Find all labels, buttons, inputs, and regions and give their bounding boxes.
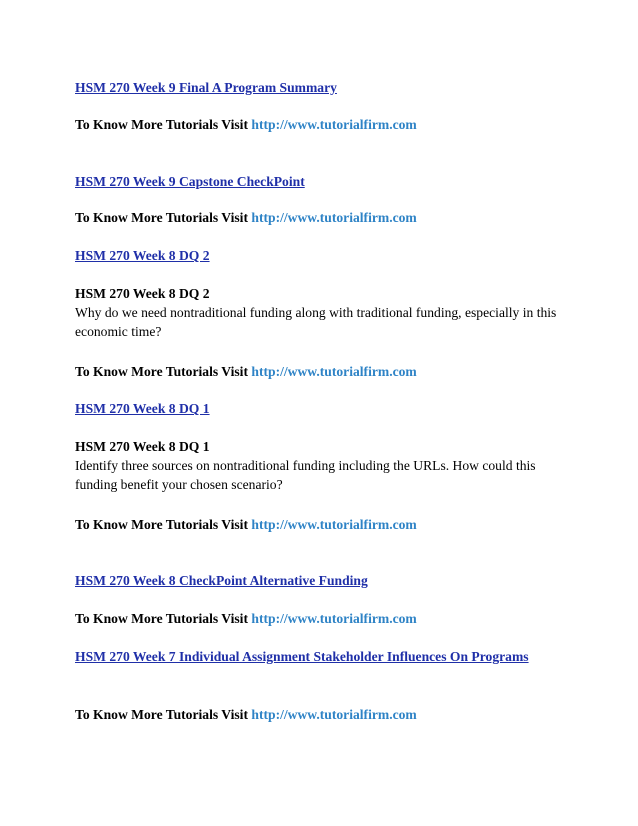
dq-content bbox=[75, 284, 565, 341]
tutorial-link[interactable]: HSM 270 Week 8 DQ 2 bbox=[75, 248, 210, 263]
dq-title: HSM 270 Week 8 DQ 1 bbox=[75, 439, 210, 454]
dq-question: Why do we need nontraditional funding along with traditional funding, especially in this economic time? bbox=[75, 305, 557, 339]
visit-url[interactable]: http://www.tutorialfirm.com bbox=[251, 210, 417, 225]
visit-label: To Know More Tutorials Visit bbox=[75, 364, 248, 379]
tutorial-link[interactable]: HSM 270 Week 9 Final A Program Summary bbox=[75, 80, 337, 95]
section-link-block bbox=[75, 78, 565, 97]
visit-label: To Know More Tutorials Visit bbox=[75, 117, 248, 132]
section-link-block bbox=[75, 399, 565, 418]
section-link-block bbox=[75, 647, 545, 666]
visit-label: To Know More Tutorials Visit bbox=[75, 517, 248, 532]
visit-line bbox=[75, 705, 565, 724]
dq-title: HSM 270 Week 8 DQ 2 bbox=[75, 286, 210, 301]
visit-url[interactable]: http://www.tutorialfirm.com bbox=[251, 517, 417, 532]
section-link-block bbox=[75, 571, 565, 590]
tutorial-link[interactable]: HSM 270 Week 7 Individual Assignment Stakeholder Influences On Programs bbox=[75, 649, 529, 664]
dq-content bbox=[75, 437, 565, 494]
visit-url[interactable]: http://www.tutorialfirm.com bbox=[251, 707, 417, 722]
visit-label: To Know More Tutorials Visit bbox=[75, 707, 248, 722]
visit-line bbox=[75, 609, 565, 628]
tutorial-link[interactable]: HSM 270 Week 8 CheckPoint Alternative Funding bbox=[75, 573, 368, 588]
visit-line bbox=[75, 115, 565, 134]
tutorial-link[interactable]: HSM 270 Week 8 DQ 1 bbox=[75, 401, 210, 416]
visit-line bbox=[75, 362, 565, 381]
section-link-block bbox=[75, 172, 565, 191]
visit-line bbox=[75, 515, 565, 534]
visit-label: To Know More Tutorials Visit bbox=[75, 210, 248, 225]
visit-label: To Know More Tutorials Visit bbox=[75, 611, 248, 626]
visit-url[interactable]: http://www.tutorialfirm.com bbox=[251, 364, 417, 379]
visit-url[interactable]: http://www.tutorialfirm.com bbox=[251, 117, 417, 132]
visit-url[interactable]: http://www.tutorialfirm.com bbox=[251, 611, 417, 626]
visit-line bbox=[75, 208, 565, 227]
tutorial-link[interactable]: HSM 270 Week 9 Capstone CheckPoint bbox=[75, 174, 305, 189]
section-link-block bbox=[75, 246, 565, 265]
dq-question: Identify three sources on nontraditional funding including the URLs. How could this funding benefit your chosen scenario? bbox=[75, 458, 536, 492]
